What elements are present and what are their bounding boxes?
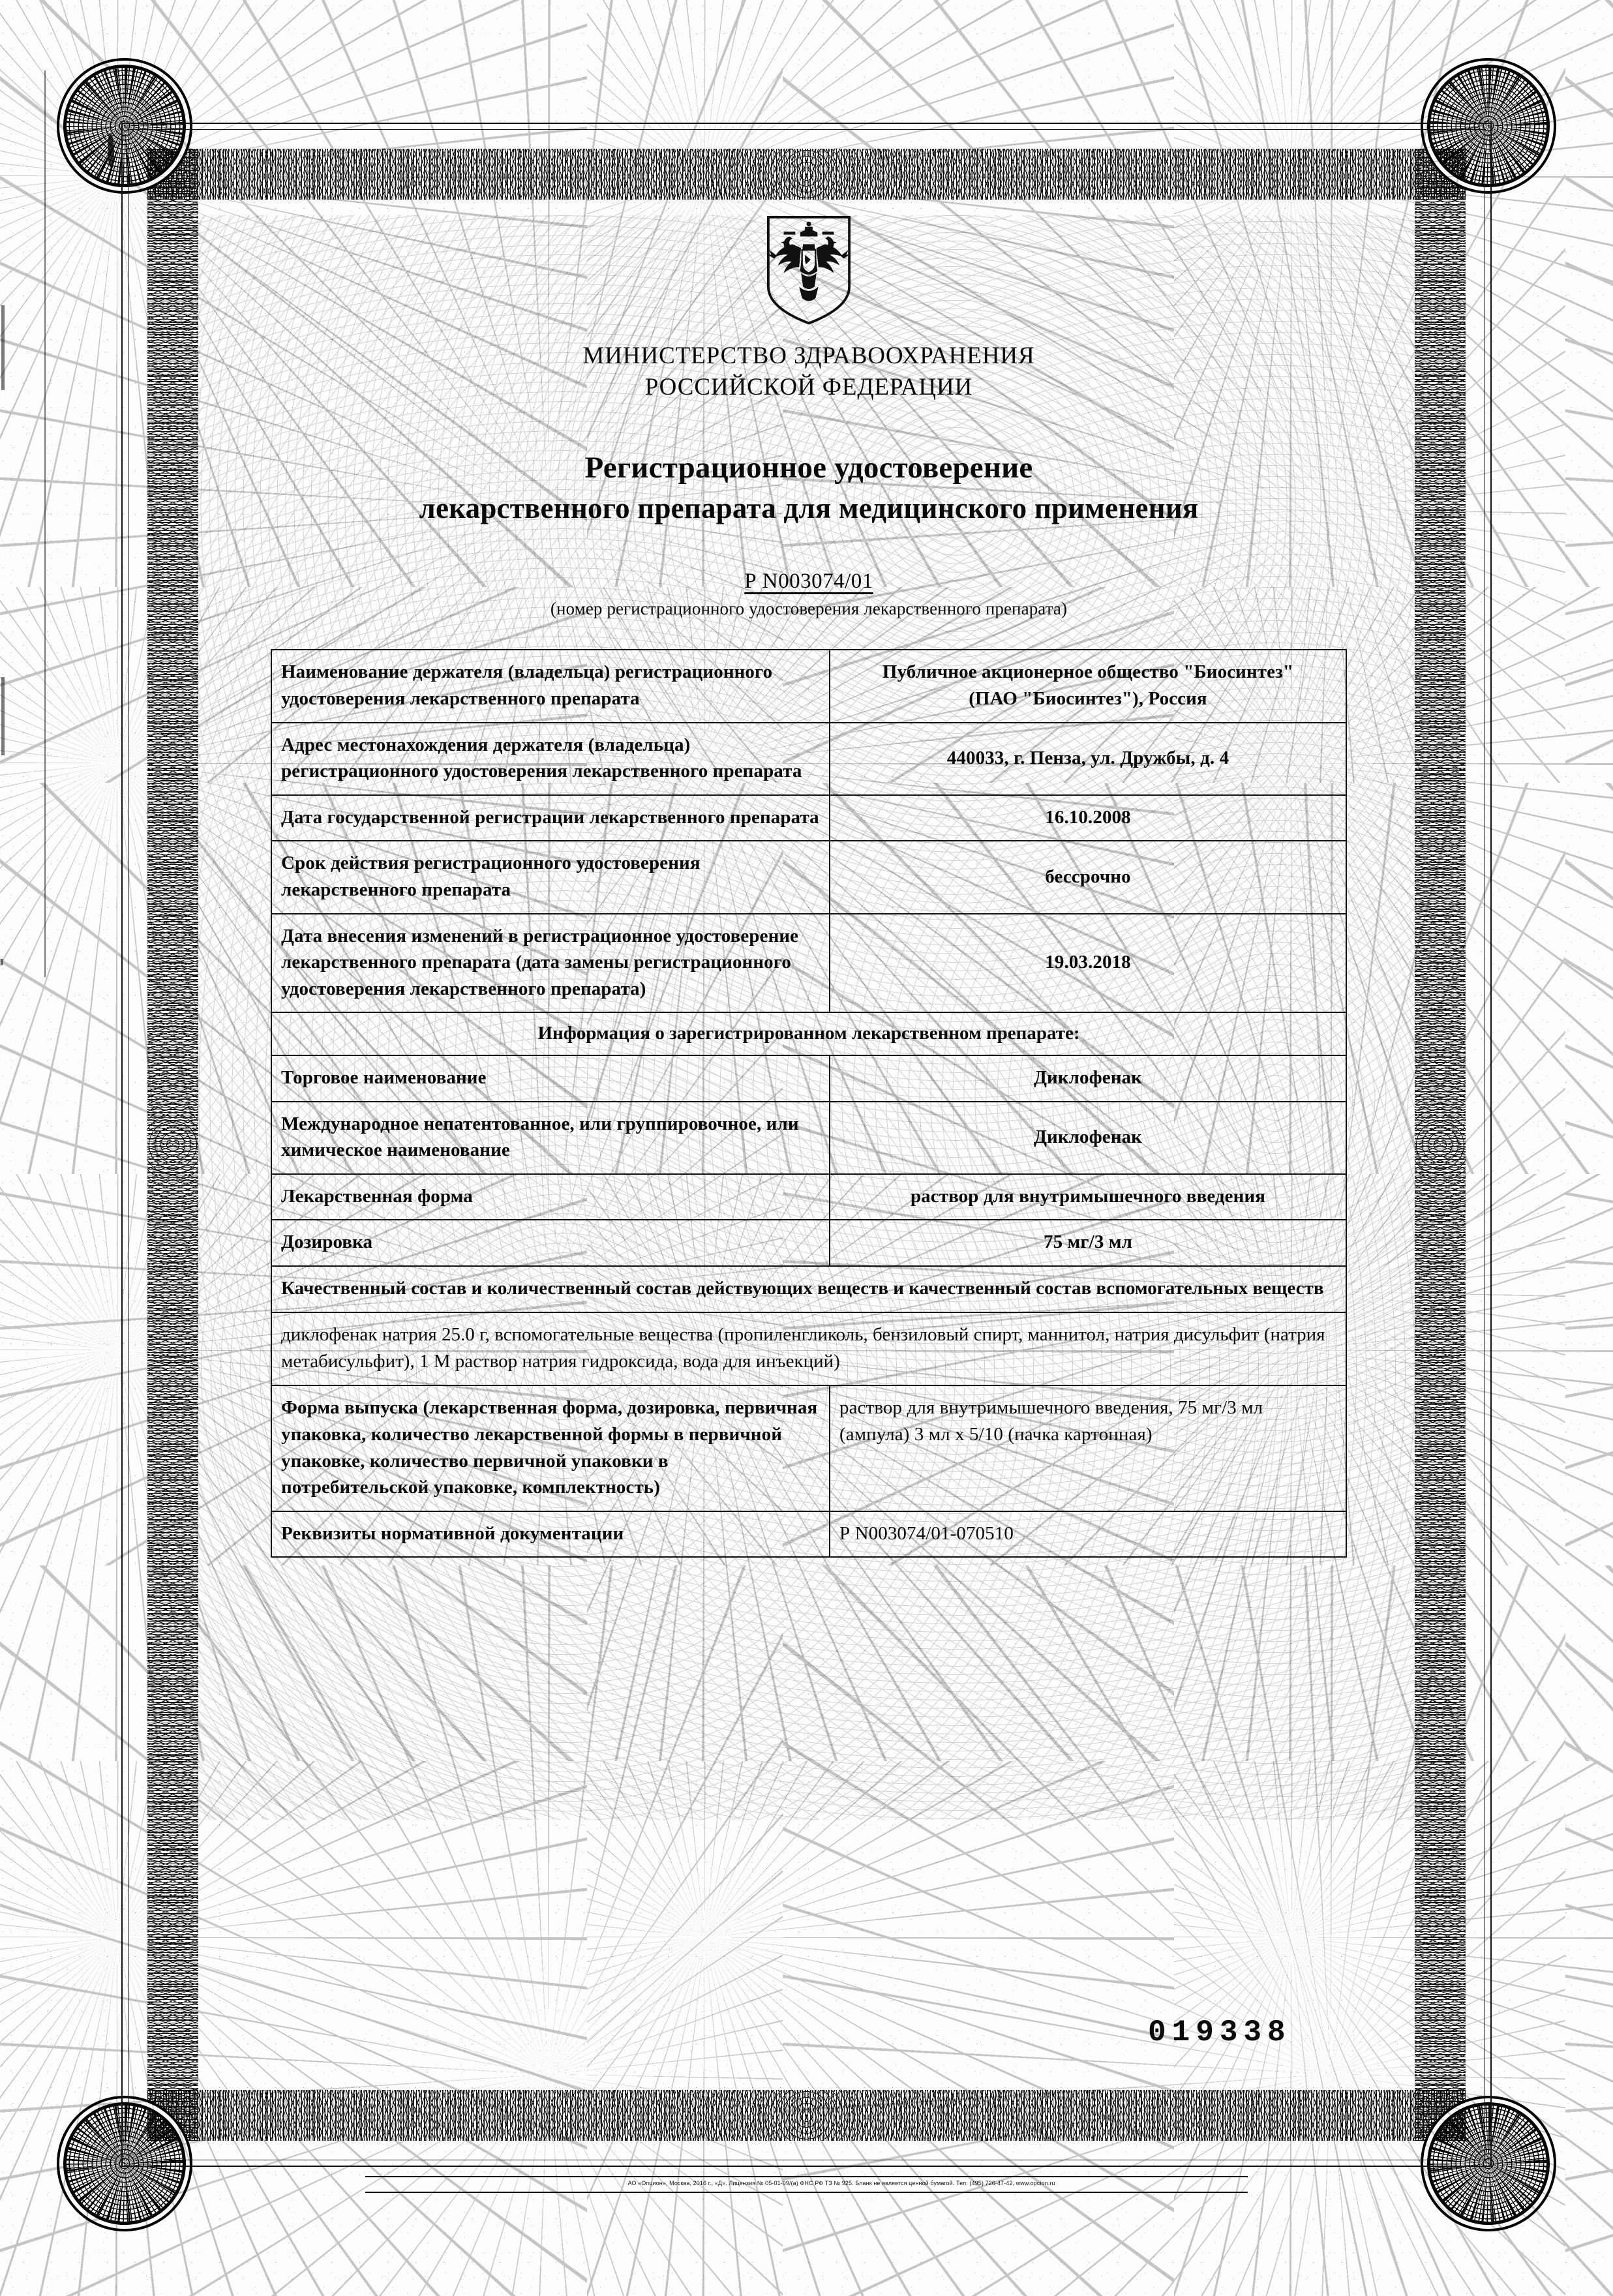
table-row [271, 1511, 1346, 1558]
table-row [271, 841, 1346, 913]
row-value: Диклофенак [830, 1055, 1346, 1102]
row-value: Р N003074/01-070510 [830, 1511, 1346, 1558]
table-row [271, 650, 1346, 722]
composition-header: Качественный состав и количественный состав действующих веществ и качественный состав вспомогательных веществ [271, 1266, 1346, 1312]
scan-artifact-mark [1, 305, 5, 390]
row-value: Диклофенак [830, 1102, 1346, 1174]
row-label: Международное непатентованное, или группировочное, или химическое наименование [271, 1102, 830, 1174]
table-row [271, 1055, 1346, 1102]
table-row [271, 1102, 1346, 1174]
serial-number: 019338 [1148, 2016, 1291, 2049]
composition-header-row [271, 1266, 1346, 1312]
composition-text-row [271, 1312, 1346, 1385]
ministry-heading [196, 340, 1422, 403]
table-section-header-row [271, 1012, 1346, 1055]
row-label: Адрес местонахождения держателя (владельца) регистрационного удостоверения лекарственного препарата [271, 723, 830, 795]
row-label: Дата внесения изменений в регистрационное удостоверение лекарственного препарата (дата замены регистрационного удостоверения лекарственного препарата) [271, 914, 830, 1013]
table-row [271, 1174, 1346, 1220]
document-content [196, 215, 1422, 1558]
document-title [196, 447, 1422, 528]
row-value-line-1: Публичное акционерное общество "Биосинтез" [882, 661, 1294, 683]
row-label: Форма выпуска (лекарственная форма, дозировка, первичная упаковка, количество лекарственной формы в первичной упаковке, количество первичной упаковки в потребительской упаковке, комплектность) [271, 1385, 830, 1511]
row-value-line-2: (ПАО "Биосинтез"), Россия [969, 688, 1207, 710]
row-value-line-2: (ампула) 3 мл х 5/10 (пачка картонная) [839, 1424, 1153, 1445]
ministry-line-1: МИНИСТЕРСТВО ЗДРАВООХРАНЕНИЯ [582, 342, 1035, 369]
row-value: раствор для внутримышечного введения [830, 1174, 1346, 1220]
row-label: Реквизиты нормативной документации [271, 1511, 830, 1558]
table-row [271, 914, 1346, 1013]
microprint-rule-top [365, 2176, 1248, 2177]
row-value-line-1: раствор для внутримышечного введения, 75 мг/3 мл [839, 1397, 1263, 1419]
russian-coat-of-arms-icon [760, 215, 858, 326]
microprint-rule-bottom [365, 2192, 1248, 2193]
scan-artifact-mark [1, 959, 3, 965]
composition-text: диклофенак натрия 25.0 г, вспомогательные вещества (пропиленгликоль, бензиловый спирт, маннитол, натрия дисульфит (натрия метабисульфит), 1 М раствор натрия гидроксида, вода для инъекций) [271, 1312, 1346, 1385]
table-row [271, 723, 1346, 795]
row-label: Лекарственная форма [271, 1174, 830, 1220]
row-value [830, 650, 1346, 722]
table-row [271, 1385, 1346, 1511]
section-header: Информация о зарегистрированном лекарственном препарате: [271, 1012, 1346, 1055]
scan-artifact-streak [44, 70, 46, 977]
certificate-table [271, 649, 1347, 1558]
scan-artifact-mark [1, 677, 5, 755]
row-value-line-1: 440033, г. Пенза, ул. Дружбы, д. 4 [946, 747, 1229, 768]
printer-microprint: АО «Опцион», Москва, 2016 г., «Д». Лицензия № 05-01-09/(а) ФНС РФ ТЗ № 925. Бланк не является ценной бумагой. Тел. (495) 726-47-42, www.opcion.ru [627, 2180, 1055, 2186]
row-value: бессрочно [830, 841, 1346, 913]
row-value: 16.10.2008 [830, 795, 1346, 841]
row-label: Срок действия регистрационного удостоверения лекарственного препарата [271, 841, 830, 913]
row-value [830, 1385, 1346, 1511]
title-line-2: лекарственного препарата для медицинского применения [419, 492, 1199, 525]
table-row [271, 795, 1346, 841]
row-label: Наименование держателя (владельца) регистрационного удостоверения лекарственного препарата [271, 650, 830, 722]
registration-number-caption: (номер регистрационного удостоверения лекарственного препарата) [550, 599, 1068, 619]
row-value: 19.03.2018 [830, 914, 1346, 1013]
row-value [830, 723, 1346, 795]
row-label: Дата государственной регистрации лекарственного препарата [271, 795, 830, 841]
row-value: 75 мг/3 мл [830, 1220, 1346, 1266]
ministry-line-2: РОССИЙСКОЙ ФЕДЕРАЦИИ [644, 374, 973, 401]
table-row [271, 1220, 1346, 1266]
row-label: Дозировка [271, 1220, 830, 1266]
title-line-1: Регистрационное удостоверение [584, 451, 1033, 485]
row-label: Торговое наименование [271, 1055, 830, 1102]
registration-number: Р N003074/01 [744, 569, 873, 594]
